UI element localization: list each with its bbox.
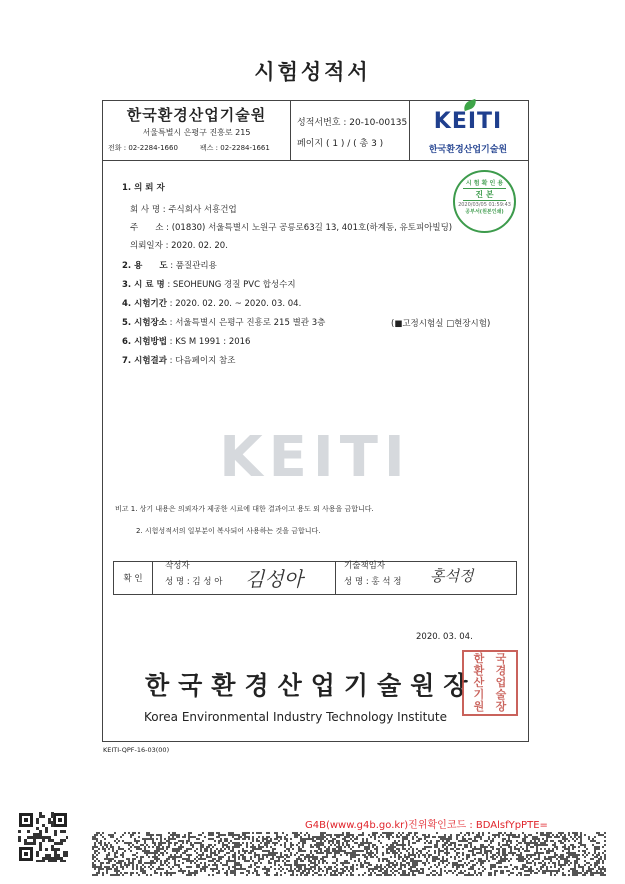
section-row: 1. 의 뢰 자 [122, 183, 165, 193]
tech-role: 기술책임자 [344, 561, 386, 571]
qr-code-icon [18, 812, 68, 862]
section-row: 4. 시험기간 : 2020. 02. 20. ~ 2020. 03. 04. [122, 299, 302, 309]
institution-english: Korea Environmental Industry Technology Institute [144, 710, 447, 724]
org-contact [108, 143, 292, 153]
document-barcode [92, 832, 606, 876]
section-row: 회 사 명 : 주식회사 서흥건업 [130, 205, 237, 215]
issue-date: 2020. 03. 04. [416, 632, 473, 642]
note-line: 2. 시험성적서의 일부분이 복사되어 사용하는 것을 금합니다. [136, 527, 321, 535]
signature-divider [335, 561, 336, 595]
location-type: (■고정시험실 □현장시험) [391, 319, 491, 329]
section-row: 2. 용 도 : 품질관리용 [122, 261, 217, 271]
page-indicator: 페이지 ( 1 ) / ( 총 3 ) [297, 139, 384, 149]
verification-seal: 시 험 확 인 용 진 본 2020/03/05 01:59:43 공부서(원본인쇄) [453, 170, 516, 233]
fax-number: 팩스 : 02-2284-1661 [199, 144, 270, 152]
section-row: 7. 시험결과 : 다음페이지 참조 [122, 356, 236, 366]
signature-divider [152, 561, 153, 595]
section-row: 5. 시험장소 : 서울특별시 은평구 진흥로 215 별관 3층 [122, 318, 326, 328]
cert-number: 성적서번호 : 20-10-00135 [297, 118, 408, 128]
institution-korean: 한국환경산업기술원장 [145, 671, 477, 700]
document-title: 시험성적서 [254, 60, 371, 84]
tech-name: 성 명 : 홍 석 정 [344, 577, 402, 587]
org-address: 서울특별시 은평구 진흥로 215 [142, 128, 251, 137]
org-name: 한국환경산업기술원 [126, 106, 267, 124]
phone-number: 전화 : 02-2284-1660 [108, 144, 178, 152]
note-line: 비고 1. 상기 내용은 의뢰자가 제공한 시료에 대한 결과이고 용도 외 사용을 금합니다. [115, 505, 374, 513]
official-stamp: 한 국 환 경 산 업 기 술 원 장 [462, 650, 518, 716]
confirm-label: 확 인 [123, 574, 143, 584]
tech-signature: 홍석정 [430, 567, 474, 585]
section-row: 주 소 : (01830) 서울특별시 노원구 공릉로63길 13, 401호(하계동, 유토피아빌딩) [130, 223, 453, 233]
form-code: KEITI-QPF-16-03(00) [103, 746, 170, 754]
section-row: 6. 시험방법 : KS M 1991 : 2016 [122, 337, 251, 347]
section-row: 3. 시 료 명 : SEOHEUNG 경질 PVC 합성수지 [122, 280, 296, 290]
keiti-logo: KEITI [433, 109, 503, 134]
logo-subtitle: 한국환경산업기술원 [428, 145, 508, 155]
author-name: 성 명 : 김 성 아 [165, 577, 223, 587]
author-role: 작성자 [165, 561, 190, 571]
section-row: 의뢰일자 : 2020. 02. 20. [130, 241, 228, 251]
verification-code: G4B(www.g4b.go.kr)진위확인코드 : BDAlsfYpPTE= [305, 820, 548, 831]
header-bottom-line [102, 160, 529, 161]
author-signature: 김성아 [245, 567, 303, 591]
keiti-watermark: KEITI [219, 425, 411, 490]
